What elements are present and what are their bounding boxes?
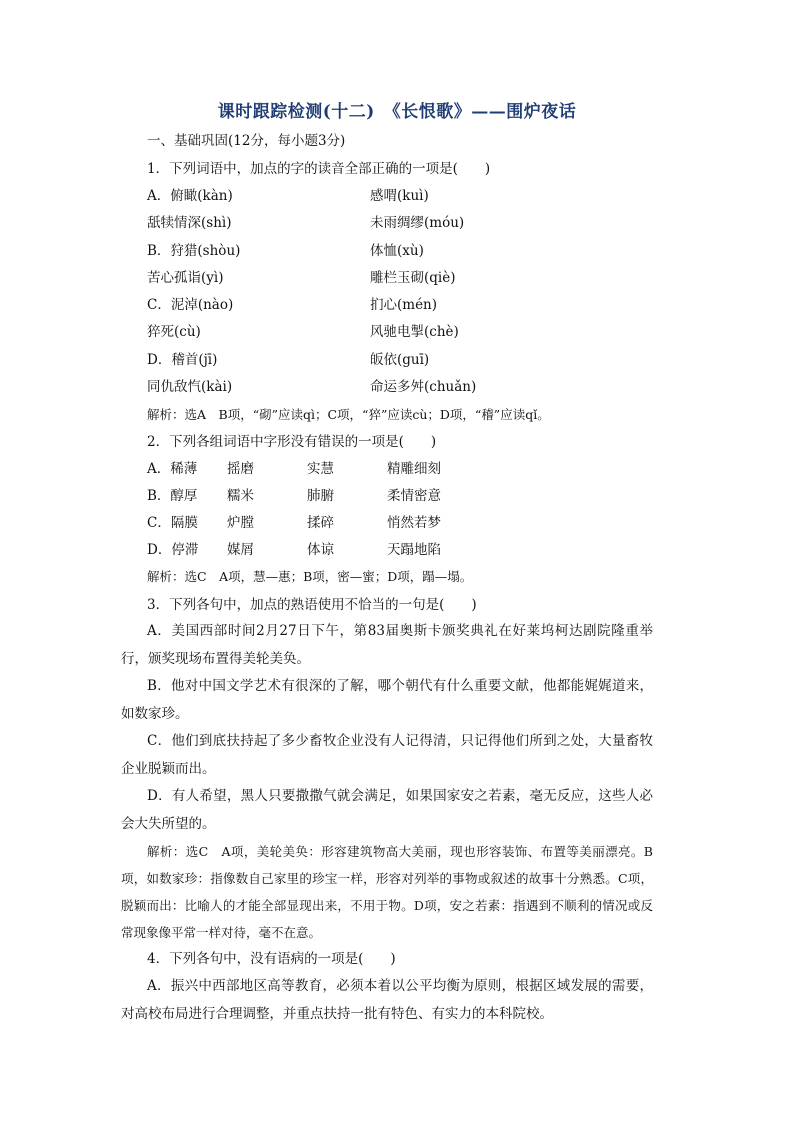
q1-analysis: 解析：选A B项，“砌”应读qì；C项，“猝”应读cù；D项，“稽”应读qǐ。 (147, 407, 550, 422)
q4-option-a: A．振兴中西部地区高等教育，必须本着以公平均衡为原则，根据区域发展的需要，对高校布局进行合理调整，并重点扶持一批有特色、有实力的本科院校。 (121, 978, 653, 1022)
q2-d-word-4: 天蹋地陷 (387, 542, 441, 558)
q1-option-c-left-2: 猝死(cù) (147, 324, 201, 340)
q2-a-word-2: 摇磨 (227, 461, 254, 477)
q2-option-c (147, 514, 441, 532)
page-title: 课时跟踪检测(十二) 《长恨歌》——围炉夜话 (217, 102, 577, 122)
question-1-stem: 1．下列词语中，加点的字的读音全部正确的一项是( ) (147, 161, 491, 177)
q3-analysis: 解析：选C A项，美轮美奂：形容建筑物高大美丽，现也形容装饰、布置等美丽漂亮。B项，如数家珍：指像数自己家里的珍宝一样，形容对列举的事物或叙述的故事十分熟悉。C项，脱颖而出：比喻人的才能全部显现出来，不用于物。D项，安之若素：指遇到不顺利的情况或反常现象像平常一样对待，毫不在意。 (121, 844, 653, 940)
q1-option-d-right: 皈依(guī) (370, 352, 430, 368)
q1-option-d-left-2: 同仇敌忾(kài) (147, 379, 233, 395)
question-4-stem: 4．下列各句中，没有语病的一项是( ) (147, 951, 396, 967)
q1-option-d-left: D．稽首(jī) (147, 352, 218, 368)
question-2-stem: 2．下列各组词语中字形没有错误的一项是( ) (147, 434, 437, 450)
question-3-stem: 3．下列各句中，加点的熟语使用不恰当的一句是( ) (147, 597, 477, 613)
q2-d-word-2: 媒屑 (227, 542, 254, 558)
q1-option-b-right: 体恤(xù) (370, 243, 424, 259)
q1-option-a-left-2: 舐犊情深(shì) (147, 215, 232, 231)
q2-a-word-3: 实慧 (307, 461, 334, 477)
q2-analysis: 解析：选C A项，慧—惠；B项，密—蜜；D项，蹋—塌。 (147, 569, 473, 584)
q1-option-c-left: C．泥淖(nào) (147, 297, 234, 313)
q2-b-word-1: B．醇厚 (147, 488, 198, 504)
q2-b-word-4: 柔情密意 (387, 488, 441, 504)
q2-d-word-3: 体谅 (307, 542, 334, 558)
q2-b-word-3: 肺腑 (307, 488, 334, 504)
q1-option-c-right: 扪心(mén) (370, 297, 438, 313)
q1-option-b-left-2: 苦心孤诣(yì) (147, 270, 224, 286)
q1-option-c-right-2: 风驰电掣(chè) (370, 324, 459, 340)
q2-option-a (147, 460, 441, 478)
q3-option-c: C．他们到底扶持起了多少畜牧企业没有人记得清，只记得他们所到之处，大量畜牧企业脱颖而出。 (121, 733, 653, 777)
q1-option-a-right: 感喟(kuì) (370, 188, 429, 204)
q1-option-b-right-2: 雕栏玉砌(qiè) (370, 270, 456, 286)
section-header: 一、基础巩固(12分，每小题3分) (147, 133, 346, 149)
q2-a-word-4: 精雕细刻 (387, 461, 441, 477)
q2-c-word-2: 炉膛 (227, 515, 254, 531)
q2-c-word-3: 揉碎 (307, 515, 334, 531)
q3-option-d: D．有人希望，黑人只要撒撒气就会满足，如果国家安之若素，毫无反应，这些人必会大失所望的。 (121, 788, 653, 832)
q2-c-word-1: C．隔膜 (147, 515, 198, 531)
q1-option-d-right-2: 命运多舛(chuǎn) (370, 379, 477, 395)
q3-option-a: A．美国西部时间2月27日下午，第83届奥斯卡颁奖典礼在好莱坞柯达剧院隆重举行，颁奖现场布置得美轮美奂。 (121, 623, 653, 667)
q2-b-word-2: 糯米 (227, 488, 254, 504)
q1-option-a-right-2: 未雨绸缪(móu) (370, 215, 465, 231)
q2-c-word-4: 悄然若梦 (387, 515, 441, 531)
q1-option-b-left: B．狩猎(shòu) (147, 243, 241, 259)
q3-option-b: B．他对中国文学艺术有很深的了解，哪个朝代有什么重要文献，他都能娓娓道来，如数家珍。 (121, 678, 653, 722)
q2-d-word-1: D．停滞 (147, 542, 199, 558)
q2-option-d (147, 541, 441, 559)
q1-option-a-left: A．俯瞰(kàn) (147, 188, 233, 204)
q2-option-b (147, 487, 441, 505)
q2-a-word-1: A．稀薄 (147, 461, 198, 477)
